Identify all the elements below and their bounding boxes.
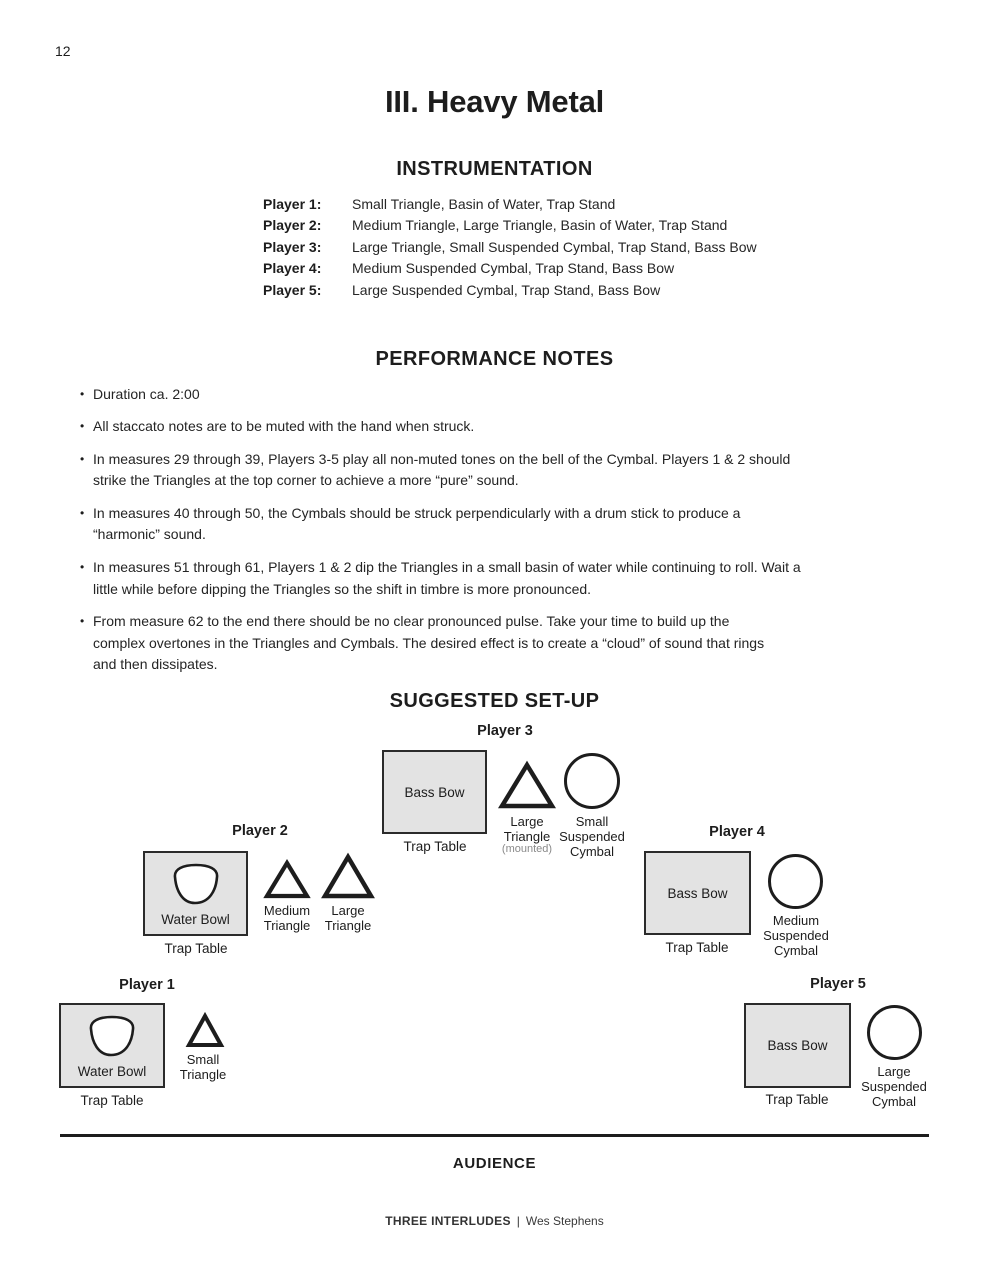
- page-number: 12: [55, 43, 71, 59]
- player-instruments: Large Triangle, Small Suspended Cymbal, Trap Stand, Bass Bow: [352, 238, 757, 255]
- player1-table-caption: Trap Table: [80, 1093, 144, 1108]
- bass-bow-label: Bass Bow: [667, 885, 728, 901]
- list-item: [80, 503, 922, 547]
- note-text: In measures 51 through 61, Players 1 & 2 dip the Triangles in a small basin of water while continuing to roll. Wait a: [93, 558, 801, 575]
- player4-name: Player 4: [709, 824, 765, 840]
- medium-cymbal-label: Medium Suspended Cymbal: [763, 913, 829, 958]
- large-triangle-icon: [322, 853, 374, 899]
- water-bowl-icon: [168, 862, 224, 908]
- performance-notes-heading: PERFORMANCE NOTES: [375, 348, 614, 370]
- water-bowl-icon: [84, 1014, 140, 1060]
- player-instruments: Small Triangle, Basin of Water, Trap Stand: [352, 196, 616, 212]
- setup-heading: SUGGESTED SET-UP: [389, 690, 600, 712]
- bullet-marker: •: [80, 613, 85, 628]
- instrumentation-heading: INSTRUMENTATION: [396, 158, 593, 180]
- footer-separator: |: [516, 1214, 520, 1228]
- instrumentation-table: [263, 194, 757, 301]
- table-row: [263, 215, 757, 236]
- large-cymbal-label: Large Suspended Cymbal: [861, 1064, 927, 1109]
- footer: [0, 1214, 989, 1228]
- table-row: [263, 194, 757, 215]
- small-cymbal-label: Small Suspended Cymbal: [559, 814, 625, 859]
- player5-trap-table-rect: [744, 1003, 851, 1088]
- bullet-marker: •: [80, 387, 85, 401]
- mounted-note: (mounted): [501, 843, 553, 855]
- water-bowl-label: Water Bowl: [161, 912, 230, 927]
- medium-triangle-label: Medium Triangle: [263, 903, 311, 933]
- note-text: From measure 62 to the end there should be no clear pronounced pulse. Take your time to build up the: [93, 612, 730, 629]
- note-text: All staccato notes are to be muted with the hand when struck.: [93, 418, 475, 435]
- player-instruments: Large Suspended Cymbal, Trap Stand, Bass Bow: [352, 281, 661, 298]
- page-title: III. Heavy Metal: [384, 84, 605, 119]
- player2-name: Player 2: [232, 823, 288, 839]
- medium-cymbal-circle-icon: [767, 853, 824, 910]
- player3-name: Player 3: [477, 723, 533, 739]
- note-text: strike the Triangles at the top corner to achieve a more “pure” sound.: [93, 472, 519, 489]
- small-triangle-label: Small Triangle: [179, 1052, 227, 1082]
- large-cymbal-circle-icon: [866, 1004, 923, 1061]
- player-label: Player 5:: [263, 281, 322, 298]
- player3-table-caption: Trap Table: [403, 839, 467, 854]
- list-item: [80, 416, 922, 438]
- footer-author: Wes Stephens: [525, 1214, 604, 1228]
- player1-trap-table-rect: [59, 1003, 165, 1088]
- player-instruments: Medium Triangle, Large Triangle, Basin of Water, Trap Stand: [352, 217, 728, 234]
- player2-table-caption: Trap Table: [164, 941, 228, 956]
- table-row: [263, 258, 757, 279]
- player5-table-caption: Trap Table: [765, 1092, 829, 1107]
- footer-work-title: THREE INTERLUDES: [385, 1214, 511, 1228]
- water-bowl-label: Water Bowl: [77, 1064, 147, 1079]
- player-label: Player 2:: [263, 217, 322, 234]
- large-triangle-label: Large Triangle: [324, 903, 372, 933]
- bullet-marker: •: [80, 419, 85, 434]
- table-row: [263, 280, 757, 301]
- bullet-marker: •: [80, 505, 85, 520]
- note-text: Duration ca. 2:00: [93, 386, 200, 402]
- large-triangle-label: Large Triangle: [503, 814, 551, 844]
- player5-name: Player 5: [810, 976, 866, 992]
- note-text: and then dissipates.: [93, 656, 218, 673]
- medium-triangle-icon: [264, 859, 310, 899]
- performance-notes-list: [80, 384, 922, 687]
- list-item: [80, 557, 922, 601]
- bass-bow-label: Bass Bow: [404, 784, 465, 800]
- audience-label: AUDIENCE: [452, 1155, 537, 1172]
- note-text: complex overtones in the Triangles and Cymbals. The desired effect is to create a “cloud” of sound that rings: [93, 634, 765, 651]
- note-text: little while before dipping the Triangles so the shift in timbre is more pronounced.: [93, 580, 592, 597]
- player1-name: Player 1: [119, 977, 175, 993]
- player4-table-caption: Trap Table: [665, 940, 729, 955]
- player-instruments: Medium Suspended Cymbal, Trap Stand, Bass Bow: [352, 260, 675, 277]
- large-triangle-icon: [499, 761, 555, 809]
- player-label: Player 3:: [263, 238, 322, 255]
- list-item: [80, 449, 922, 493]
- bullet-marker: •: [80, 451, 85, 466]
- small-cymbal-circle-icon: [563, 752, 621, 810]
- list-item: [80, 611, 922, 676]
- note-text: In measures 29 through 39, Players 3-5 play all non-muted tones on the bell of the Cymbal. Players 1 & 2 should: [93, 450, 791, 467]
- bass-bow-label: Bass Bow: [767, 1038, 828, 1053]
- player-label: Player 1:: [263, 196, 322, 212]
- player3-trap-table-rect: [382, 750, 487, 834]
- player2-trap-table-rect: [143, 851, 248, 936]
- player-label: Player 4:: [263, 260, 322, 277]
- bullet-marker: •: [80, 559, 85, 574]
- note-text: “harmonic” sound.: [93, 526, 206, 543]
- list-item: [80, 384, 922, 406]
- stage-divider-line: [60, 1134, 929, 1137]
- player4-trap-table-rect: [644, 851, 751, 935]
- note-text: In measures 40 through 50, the Cymbals should be struck perpendicularly with a drum stick to produce a: [93, 504, 741, 521]
- small-triangle-icon: [186, 1012, 224, 1048]
- table-row: [263, 237, 757, 258]
